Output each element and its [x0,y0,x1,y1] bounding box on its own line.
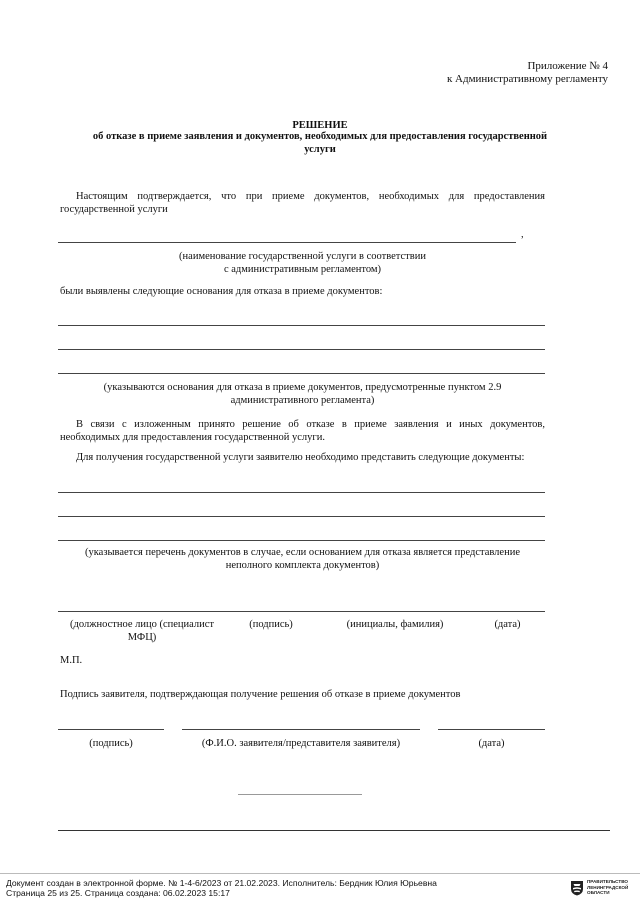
appendix-header [348,60,608,86]
appendix-number: Приложение № 4 [527,60,608,72]
service-hint-line-2: с административным регламентом) [223,264,382,275]
decision-line-1: В связи с изложенным принято решение об отказе в приеме заявления и иных документов, [76,419,545,430]
official-label-line-1: (должностное лицо (специалист [70,619,214,630]
stamp-place: М.П. [60,655,83,666]
service-name-line[interactable] [58,242,516,243]
docs-line-2[interactable] [58,516,545,517]
service-comma: , [521,229,524,240]
docs-intro: Для получения государственной услуги заявителю необходимо представить следующие документы: [76,452,525,463]
coat-of-arms-icon [570,880,584,896]
grounds-hint-line-1: (указываются основания для отказа в приеме документов, предусмотренные пунктом 2.9 [103,382,502,393]
docs-line-3[interactable] [58,540,545,541]
logo-text [587,879,628,896]
applicant-date-line[interactable] [438,729,545,730]
official-date-label: (дата) [494,619,521,630]
official-sign-label: (подпись) [249,619,293,630]
docs-hint-line-1: (указывается перечень документов в случае, если основанием для отказа является представление [84,547,520,558]
official-signature-line[interactable] [58,611,545,612]
applicant-date-label: (дата) [478,738,505,749]
grounds-line-3[interactable] [58,373,545,374]
applicant-intro: Подпись заявителя, подтверждающая получение решения об отказе в приеме документов [60,689,461,700]
grounds-hint-line-2: административного регламента) [230,395,375,406]
logo-text-line-1: ПРАВИТЕЛЬСТВО [587,879,628,884]
docs-line-1[interactable] [58,492,545,493]
footer-line-1: Документ создан в электронной форме. № 1-4-6/2023 от 21.02.2023. Исполнитель: Бердник Юлия Юрьевна [6,878,437,888]
grounds-line-1[interactable] [58,325,545,326]
docs-hint [60,546,545,572]
logo-text-line-3: ОБЛАСТИ [587,890,610,896]
intro-line-2: государственной услуги [60,204,168,215]
grounds-line-2[interactable] [58,349,545,350]
document-title: РЕШЕНИЕ [292,120,348,131]
document-subtitle [40,130,600,156]
footer-divider [0,873,640,874]
official-initials-label: (инициалы, фамилия) [346,619,444,630]
applicant-sign-line[interactable] [58,729,164,730]
subtitle-line-1: об отказе в приеме заявления и документов, необходимых для предоставления государственной [92,131,548,142]
docs-hint-line-2: неполного комплекта документов) [225,560,380,571]
decision-line-2: необходимых для предоставления государственной услуги. [60,432,325,443]
logo-text-line-2: ЛЕНИНГРАДСКОЙ [587,884,629,890]
official-label [62,618,222,644]
short-divider [238,794,362,795]
applicant-name-line[interactable] [182,729,420,730]
appendix-regulation: к Административному регламенту [446,73,608,85]
grounds-intro: были выявлены следующие основания для отказа в приеме документов: [60,286,383,297]
official-label-line-2: МФЦ) [127,632,157,643]
grounds-hint [60,381,545,407]
footer-line-2: Страница 25 из 25. Страница создана: 06.02.2023 15:17 [6,888,230,898]
intro-line-1: Настоящим подтверждается, что при приеме документов, необходимых для предоставления [76,191,545,202]
applicant-name-label: (Ф.И.О. заявителя/представителя заявителя) [201,738,401,749]
service-hint-line-1: (наименование государственной услуги в соответствии [179,251,426,262]
footer-info [6,878,546,898]
page-bottom-divider [58,830,610,831]
service-hint [60,250,545,276]
government-logo [570,879,636,897]
intro-paragraph [60,190,545,216]
applicant-sign-label: (подпись) [89,738,133,749]
subtitle-line-2: услуги [304,144,336,155]
decision-paragraph [60,418,545,444]
